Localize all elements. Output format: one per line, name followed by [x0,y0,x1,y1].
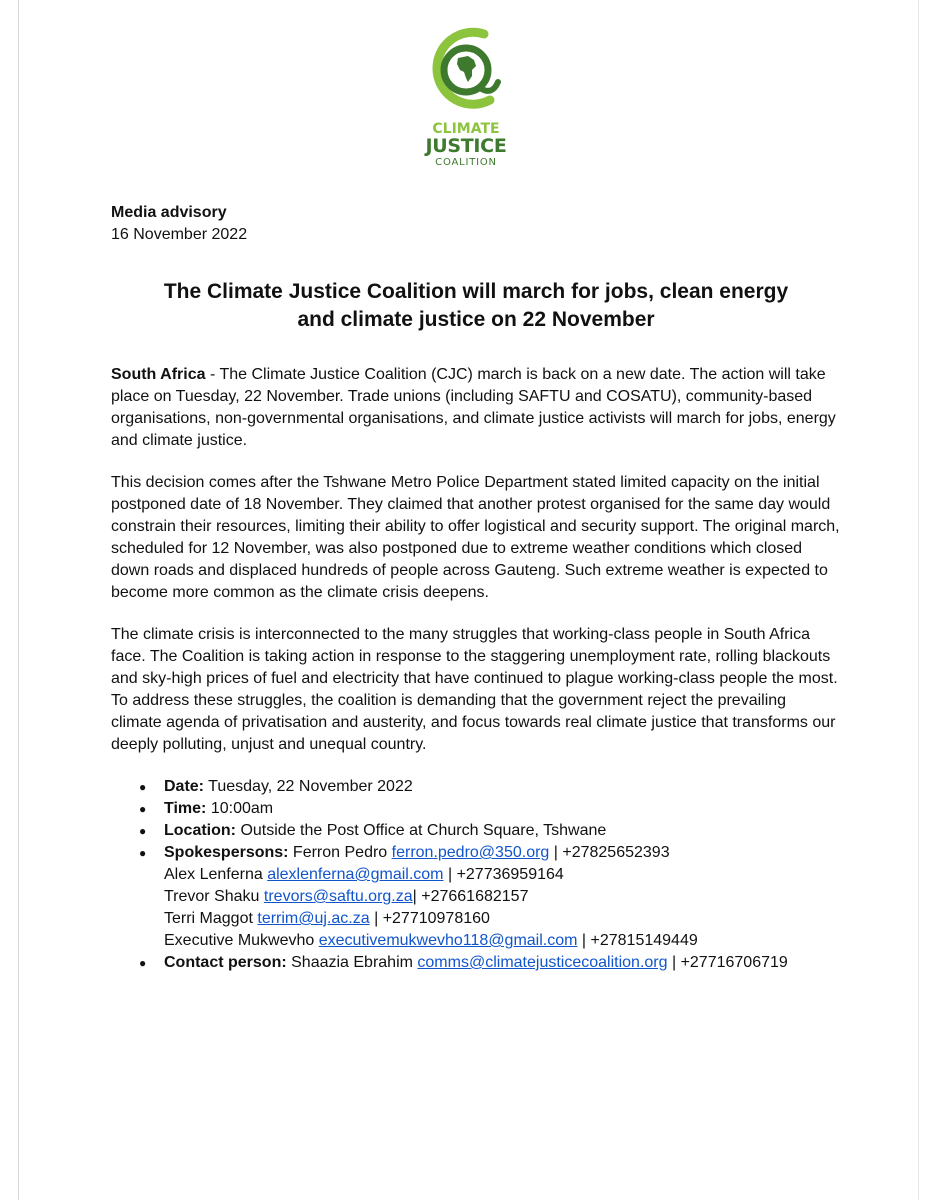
details-list [111,776,841,974]
africa-map-circle-logo-icon [428,26,504,118]
spokesperson-phone: | +27661682157 [412,888,529,905]
spokesperson-name: Ferron Pedro [288,844,392,861]
logo-line-justice: JUSTICE [425,135,507,157]
page-edge-right [918,0,919,1200]
paragraph-1 [111,364,841,452]
headline-line-2: and climate justice on 22 November [297,308,655,331]
bullet-icon: ● [139,802,147,816]
bullet-icon: ● [139,846,147,860]
paragraph-2: This decision comes after the Tshwane Metro Police Department stated limited capacity on the initial postponed date of 18 November. They claimed that another protest organised for the same day would constrain their resources, limiting their ability to offer logistical and security support. The original march, scheduled for 12 November, was also postponed due to extreme weather conditions which closed down roads and displaced hundreds of people across Gauteng. Such extreme weather is expected to become more common as the climate crisis deepens. [111,474,840,601]
time-label: Time: [164,800,207,817]
bullet-icon: ● [139,824,147,838]
headline [111,278,841,334]
coalition-logo [424,26,508,176]
paragraph-1-text: - The Climate Justice Coalition (CJC) march is back on a new date. The action will take place on Tuesday, 22 November. Trade unions (including SAFTU and COSATU), community-based organisations, non-governmental organisations, and climate justice activists will march for jobs, energy and climate justice. [111,366,836,449]
spokesperson-email-link[interactable]: trevors@saftu.org.za [263,888,413,905]
logo-line-coalition: COALITION [435,157,497,168]
spokesperson-line [164,842,841,864]
detail-spokespersons [111,842,841,952]
location-label: Location: [164,822,236,839]
time-value: 10:00am [206,800,274,817]
bullet-icon: ● [139,956,147,970]
spokesperson-email-link[interactable]: ferron.pedro@350.org [391,844,550,861]
spokesperson-email-link[interactable]: executivemukwevho118@gmail.com [318,932,578,949]
spokespersons-label: Spokespersons: [164,844,289,861]
location-value: Outside the Post Office at Church Square, Tshwane [236,822,607,839]
detail-date [111,776,841,798]
spokesperson-phone: | +27815149449 [577,932,698,949]
date-value: Tuesday, 22 November 2022 [204,778,413,795]
paragraph-1-lead: South Africa [111,366,206,383]
advisory-date: 16 November 2022 [111,226,248,243]
spokesperson-name: Executive Mukwevho [164,932,319,949]
spokesperson-phone: | +27736959164 [443,866,564,883]
paragraph-3: The climate crisis is interconnected to the many struggles that working-class people in South Africa face. The Coalition is taking action in response to the staggering unemployment rate, rolling blackouts and sky-high prices of fuel and electricity that have continued to plague working-class people the most. To address these struggles, the coalition is demanding that the government reject the prevailing climate agenda of privatisation and austerity, and focus towards real climate justice that transforms our deeply polluting, unjust and unequal country. [111,626,838,753]
spokesperson-line [164,864,841,886]
bullet-icon: ● [139,780,147,794]
detail-location [111,820,841,842]
headline-line-1: The Climate Justice Coalition will march for jobs, clean energy [163,280,789,303]
spokesperson-name: Terri Maggot [164,910,258,927]
spokesperson-line [164,886,841,908]
contact-email-link[interactable]: comms@climatejusticecoalition.org [417,954,668,971]
detail-contact-person [111,952,841,974]
contact-name: Shaazia Ebrahim [286,954,418,971]
logo-line-climate: CLIMATE [432,121,500,137]
advisory-label: Media advisory [111,204,227,221]
spokesperson-line [164,908,841,930]
contact-phone: | +27716706719 [667,954,788,971]
date-label: Date: [164,778,205,795]
spokesperson-line [164,930,841,952]
contact-label: Contact person: [164,954,287,971]
detail-time [111,798,841,820]
page-edge-left [18,0,19,1200]
spokesperson-name: Trevor Shaku [164,888,264,905]
spokesperson-email-link[interactable]: terrim@uj.ac.za [257,910,370,927]
spokesperson-email-link[interactable]: alexlenferna@gmail.com [267,866,444,883]
spokesperson-phone: | +27825652393 [549,844,670,861]
logo-wordmark [424,122,508,168]
spokesperson-phone: | +27710978160 [369,910,490,927]
spokesperson-name: Alex Lenferna [164,866,268,883]
document-body [111,202,841,974]
